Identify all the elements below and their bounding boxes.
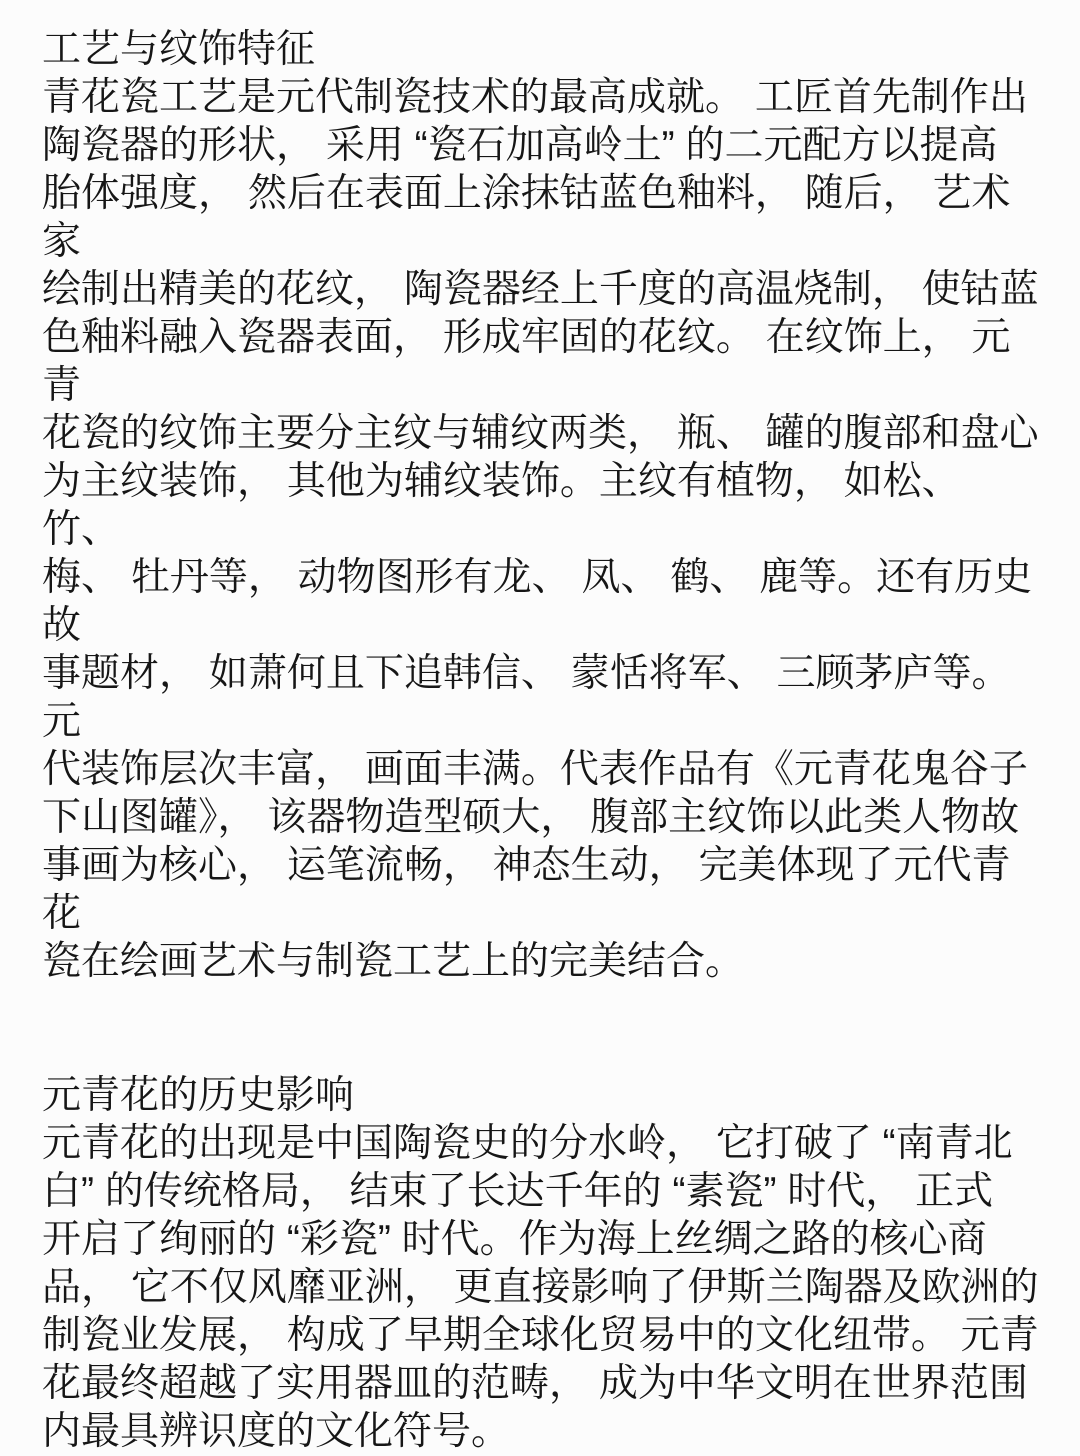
text-line: 内最具辨识度的文化符号。 — [42, 1410, 511, 1453]
text-line: 为主纹装饰， 其他为辅纹装饰。主纹有植物， 如松、 竹、 — [42, 460, 972, 551]
text-line: 陶瓷器的形状， 采用 “瓷石加高岭土” 的二元配方以提高 — [42, 124, 998, 167]
section-title-craft-and-decoration: 工艺与纹饰特征 — [42, 28, 316, 71]
text-line: 花最终超越了实用器皿的范畴， 成为中华文明在世界范围 — [42, 1362, 1028, 1405]
text-line: 制瓷业发展， 构成了早期全球化贸易中的文化纽带。 元青 — [42, 1314, 1039, 1357]
text-line: 开启了绚丽的 “彩瓷” 时代。作为海上丝绸之路的核心商 — [42, 1218, 987, 1261]
text-line: 事题材， 如萧何且下追韩信、 蒙恬将军、 三顾茅庐等。 元 — [42, 652, 1022, 743]
text-line: 胎体强度， 然后在表面上涂抹钴蓝色釉料， 随后， 艺术家 — [42, 172, 1011, 263]
text-line: 青花瓷工艺是元代制瓷技术的最高成就。 工匠首先制作出 — [42, 76, 1028, 119]
text-line: 色釉料融入瓷器表面， 形成牢固的花纹。 在纹饰上， 元青 — [42, 316, 1011, 407]
text-line: 品， 它不仅风靡亚洲， 更直接影响了伊斯兰陶器及欧洲的 — [42, 1266, 1039, 1309]
text-line: 白” 的传统格局， 结束了长达千年的 “素瓷” 时代， 正式 — [42, 1170, 994, 1213]
section-craft-and-decoration — [42, 26, 1044, 986]
text-line: 下山图罐》， 该器物造型硕大， 腹部主纹饰以此类人物故 — [42, 796, 1020, 839]
text-line: 瓷在绘画艺术与制瓷工艺上的完美结合。 — [42, 940, 745, 983]
text-line: 代装饰层次丰富， 画面丰满。代表作品有《元青花鬼谷子 — [42, 748, 1028, 791]
text-line: 事画为核心， 运笔流畅， 神态生动， 完美体现了元代青花 — [42, 844, 1011, 935]
text-line: 绘制出精美的花纹， 陶瓷器经上千度的高温烧制， 使钴蓝 — [42, 268, 1039, 311]
text-line: 元青花的出现是中国陶瓷史的分水岭， 它打破了 “南青北 — [42, 1122, 1013, 1165]
text-line: 梅、 牡丹等， 动物图形有龙、 凤、 鹤、 鹿等。还有历史故 — [42, 556, 1033, 647]
section-title-historical-impact: 元青花的历史影响 — [42, 1074, 355, 1117]
text-line: 花瓷的纹饰主要分主纹与辅纹两类， 瓶、 罐的腹部和盘心 — [42, 412, 1039, 455]
section-historical-impact — [42, 1072, 1044, 1456]
section-body-craft-and-decoration — [42, 74, 1044, 986]
section-body-historical-impact — [42, 1120, 1044, 1456]
